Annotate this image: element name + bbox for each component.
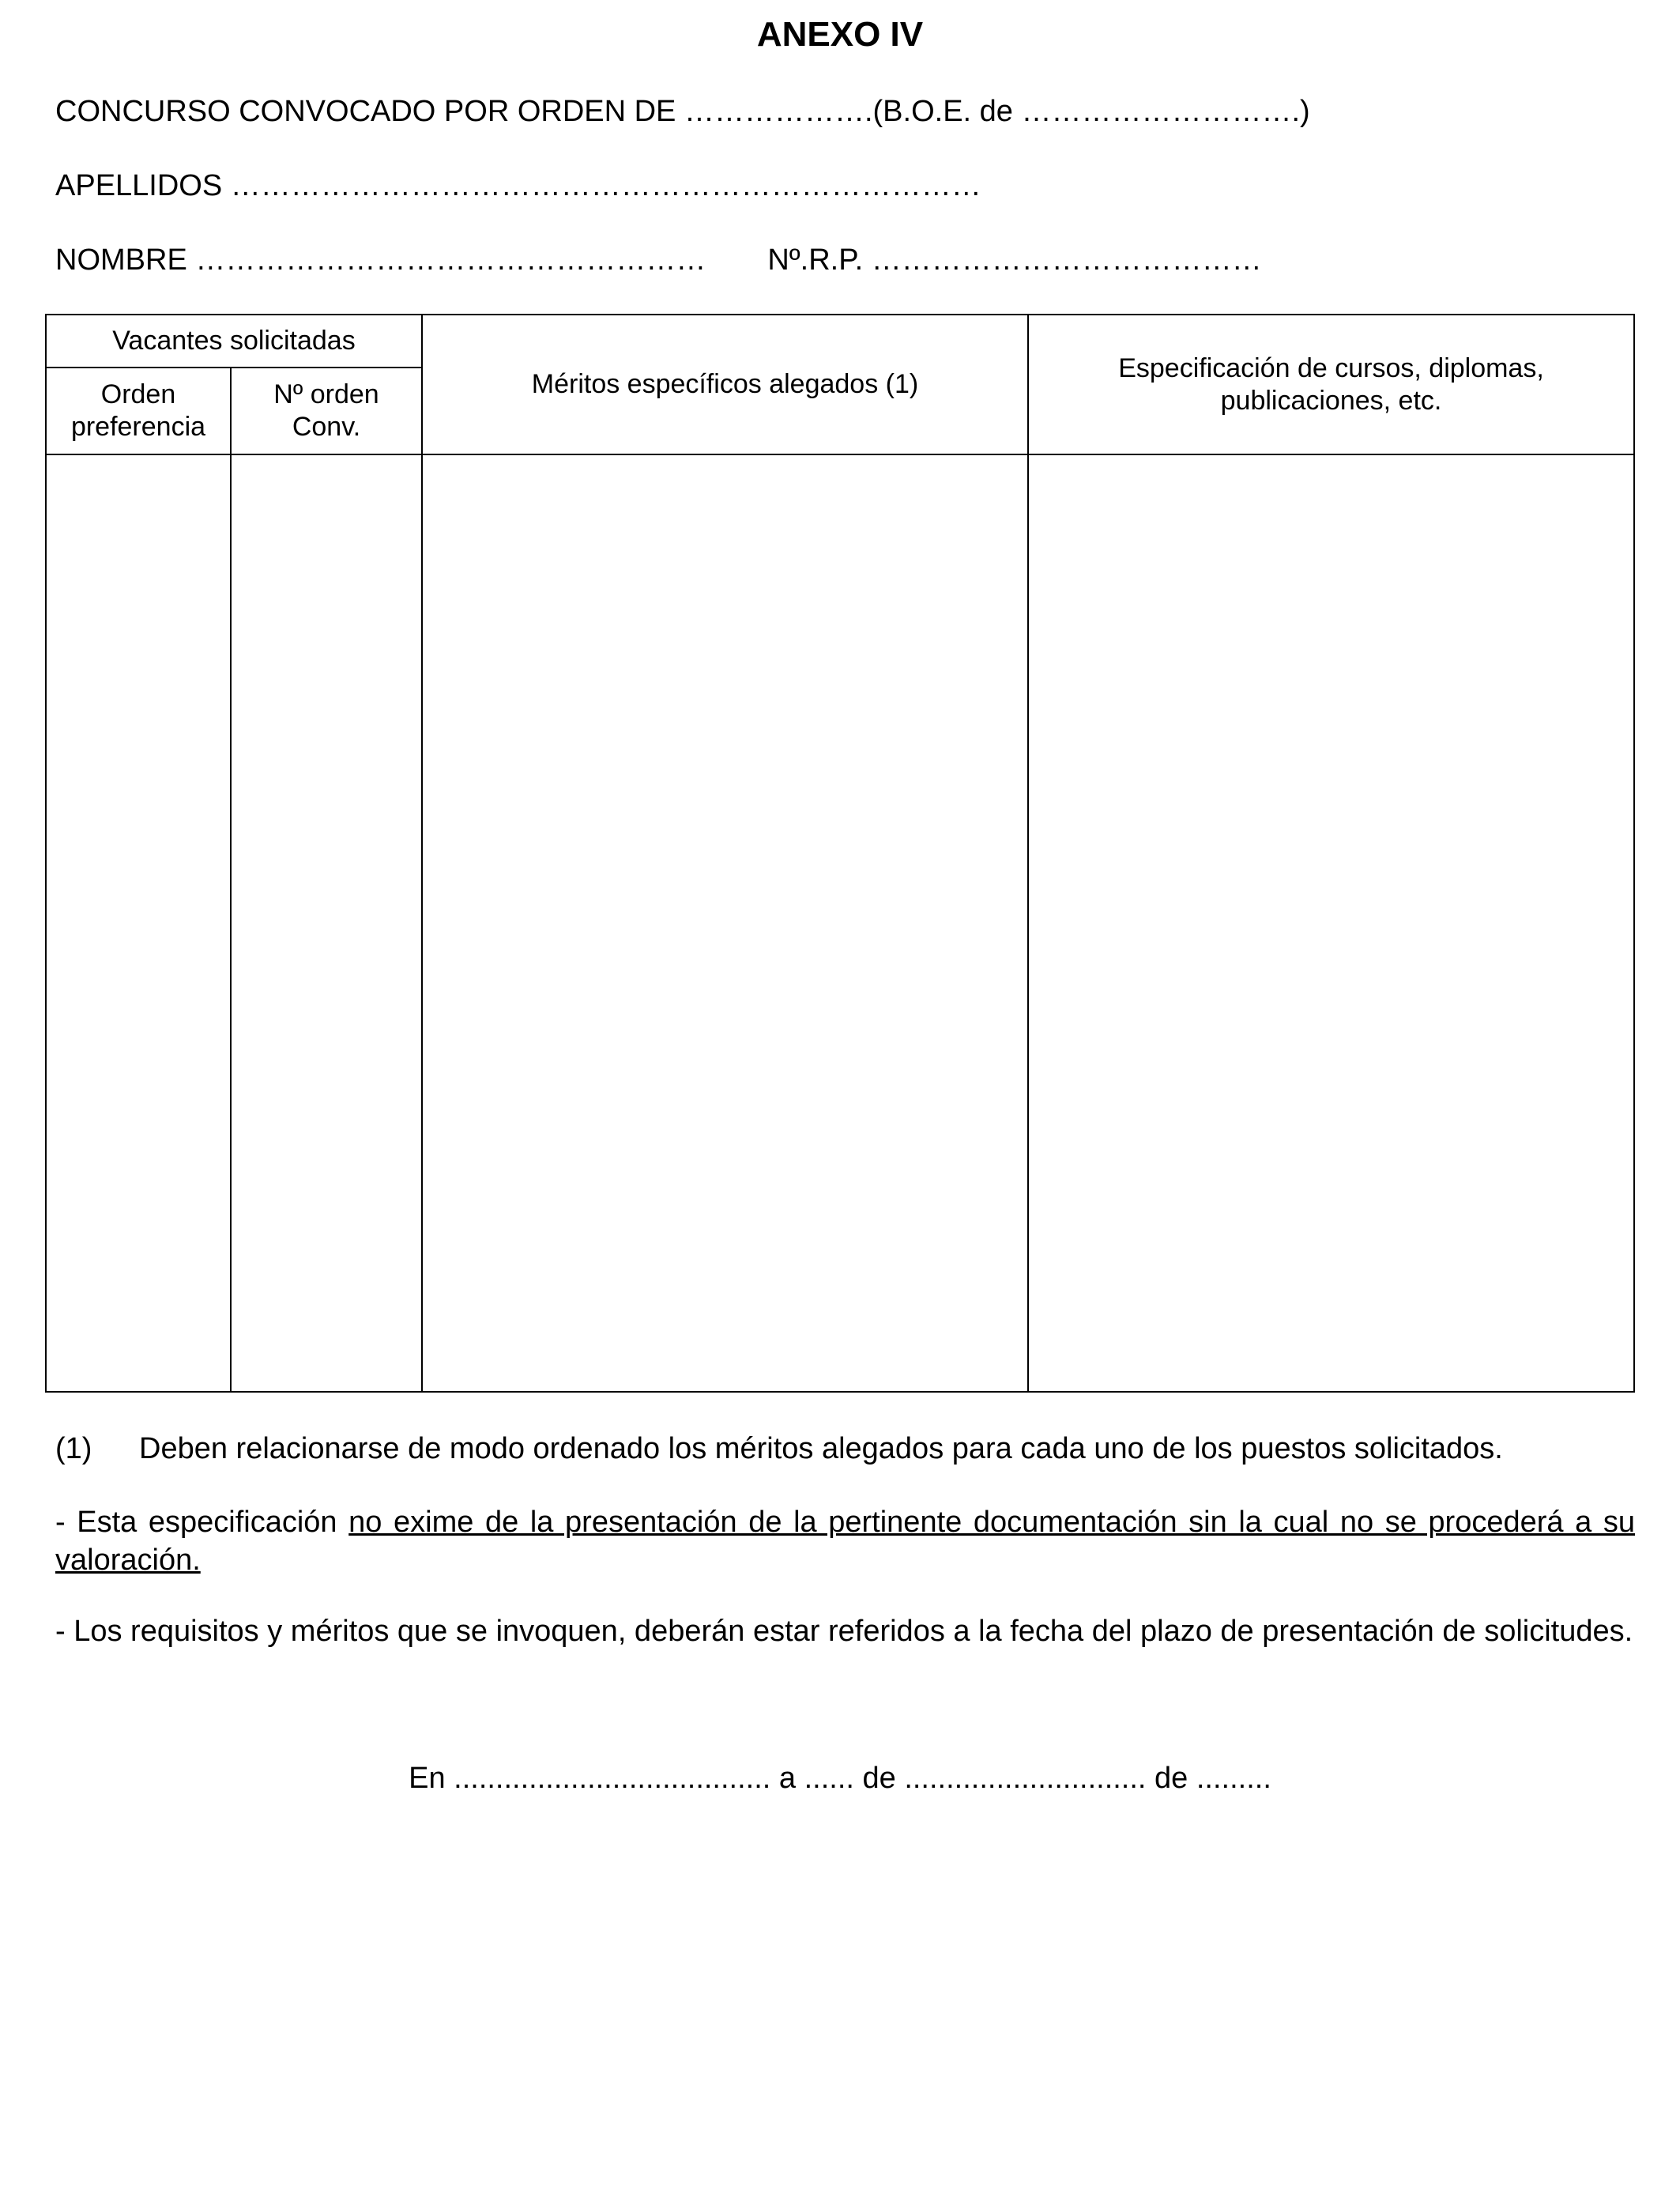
apellidos-field: APELLIDOS …………………………………………………………………	[55, 169, 981, 202]
numero-orden-cell[interactable]	[231, 454, 422, 1392]
vacancies-table	[45, 314, 1635, 1393]
concurso-field: CONCURSO CONVOCADO POR ORDEN DE ……………….(B.O.E. de ……………………….)	[55, 95, 1310, 128]
note-requisitos: - Los requisitos y méritos que se invoquen, deberán estar referidos a la fecha del plazo de presentación de solicitudes.	[55, 1615, 1633, 1648]
footnote-number: (1)	[55, 1432, 92, 1465]
note-especificacion-prefix: - Esta especificación	[55, 1506, 349, 1539]
note-especificacion-underlined: no exime de la presentación de la pertinente documentación sin la cual no se procederá a su valoración.	[55, 1506, 1635, 1577]
especificacion-header	[1028, 315, 1634, 454]
orden-preferencia-cell[interactable]	[46, 454, 231, 1392]
orden-preferencia-label: Orden preferencia	[70, 379, 206, 442]
footnote-text: Deben relacionarse de modo ordenado los méritos alegados para cada uno de los puestos solicitados.	[139, 1432, 1503, 1465]
meritos-cell[interactable]	[422, 454, 1028, 1392]
especificacion-header-label: Especificación de cursos, diplomas, publicaciones, etc.	[1118, 352, 1544, 416]
orden-preferencia-header	[46, 368, 231, 454]
nombre-field: NOMBRE ……………………………………………	[55, 243, 706, 277]
especificacion-cell[interactable]	[1028, 454, 1634, 1392]
document-title: ANEXO IV	[756, 15, 924, 54]
footnote-1	[55, 1430, 1635, 1468]
meritos-header: Méritos específicos alegados (1)	[422, 315, 1028, 454]
numero-orden-header	[231, 368, 422, 454]
nrp-field: Nº.R.P. …………………………………	[767, 243, 1262, 277]
vacantes-solicitadas-header: Vacantes solicitadas	[46, 315, 422, 368]
note-especificacion	[55, 1503, 1635, 1579]
date-place-line: En ...................................... a ...... de ............................. de .........	[409, 1762, 1271, 1795]
nombre-nrp-row	[55, 240, 1262, 280]
table-row	[46, 454, 1634, 1392]
numero-orden-label: Nº orden Conv.	[273, 379, 379, 442]
table-header-row	[46, 315, 1634, 368]
